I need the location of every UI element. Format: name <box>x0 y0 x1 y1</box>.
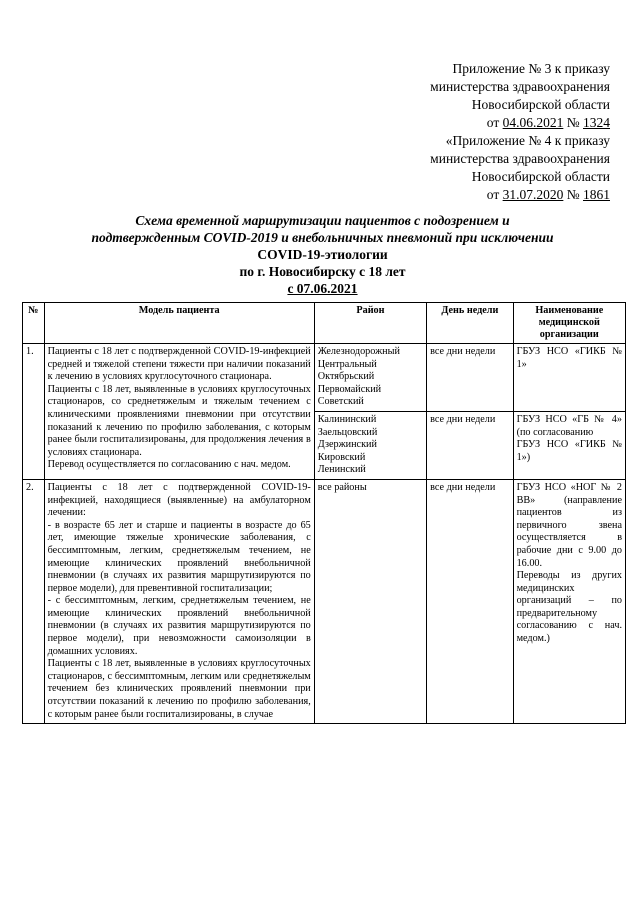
document-title <box>60 212 585 297</box>
day-cell: все дни недели <box>427 411 513 479</box>
header-model: Модель пациента <box>44 303 314 344</box>
day-cell: все дни недели <box>427 344 513 412</box>
title-line: по г. Новосибирску с 18 лет <box>239 264 406 279</box>
routing-table <box>22 302 626 724</box>
header-num: № <box>23 303 45 344</box>
district-cell: Железнодорожный Центральный Октябрьский Первомайский Советский <box>314 344 426 412</box>
row-number: 1. <box>23 344 45 480</box>
table-header-row <box>23 303 626 344</box>
header-org: Наименование медицинской организации <box>513 303 625 344</box>
header-line: «Приложение № 4 к приказу <box>445 133 610 148</box>
title-line: Схема временной маршрутизации пациентов с подозрением и <box>135 213 510 228</box>
title-date: с 07.06.2021 <box>287 281 358 296</box>
header-order-line: от 31.07.2020 № 1861 <box>486 187 610 202</box>
header-line: Новосибирской области <box>471 97 610 112</box>
header-line: Приложение № 3 к приказу <box>452 61 610 76</box>
table-row <box>23 344 626 412</box>
order-date: 04.06.2021 <box>502 115 564 130</box>
header-district: Район <box>314 303 426 344</box>
district-cell: Калининский Заельцовский Дзержинский Кировский Ленинский <box>314 411 426 479</box>
header-line: Новосибирской области <box>471 169 610 184</box>
title-line: COVID-19-этиологии <box>257 247 388 262</box>
org-cell: ГБУЗ НСО «ГБ № 4» (по согласованию ГБУЗ НСО «ГИКБ № 1») <box>513 411 625 479</box>
row-number: 2. <box>23 479 45 723</box>
table-row <box>23 479 626 723</box>
header-day: День недели <box>427 303 513 344</box>
day-cell: все дни недели <box>427 479 513 723</box>
org-cell: ГБУЗ НСО «ГИКБ № 1» <box>513 344 625 412</box>
header-line: министерства здравоохранения <box>430 79 610 94</box>
appendix-header <box>350 60 610 204</box>
org-cell: ГБУЗ НСО «НОГ № 2 ВВ» (направление пациентов из первичного звена осуществляется в рабочие дни с 9.00 до 16.00. Переводы из других медицинских организаций – по предварительному согласованию с нач. медом.) <box>513 479 625 723</box>
patient-model-cell: Пациенты с 18 лет с подтвержденной COVID-19-инфекцией средней и тяжелой степени тяжести при наличии показаний к лечению в условиях круглосуточного стационара. Пациенты с 18 лет, выявленные в условиях круглосуточных стационаров, со среднетяжелым и тяжелым течением с клиническими проявлениями пневмонии при отсутствии показаний к лечению по профилю заболевания, с которым ранее были госпитализированы, для продолжения лечения в условиях стационара. Перевод осуществляется по согласованию с нач. медом. <box>44 344 314 480</box>
order-date: 31.07.2020 <box>502 187 564 202</box>
order-number: 1324 <box>583 115 610 130</box>
header-line: министерства здравоохранения <box>430 151 610 166</box>
patient-model-cell: Пациенты с 18 лет с подтвержденной COVID-19-инфекцией, находящиеся (выявленные) на амбулаторном лечении: - в возрасте 65 лет и старше и пациенты в возрасте до 65 лет, имеющие тяжелые хронические заболевания, с бессимптомным, легким, среднетяжелым течением, не имеющие клинических проявлений внебольничной пневмонии (в случаях их развития маршрутизируются по первое модели), для превентивной госпитализации; - с бессимптомным, легким, среднетяжелым течением, не имеющие клинических проявлений внебольничной пневмонии (в случаях их развития маршрутизируются по первое модели), при невозможности самоизоляции в домашних условиях. Пациенты с 18 лет, выявленные в условиях круглосуточных стационаров, с бессимптомным, легким или среднетяжелым течением без клинических проявлений пневмонии при отсутствии показаний к лечению по профилю заболевания, с которым ранее были госпитализированы, в случае <box>44 479 314 723</box>
title-line: подтвержденным COVID-2019 и внебольничных пневмоний при исключении <box>91 230 554 245</box>
header-order-line: от 04.06.2021 № 1324 <box>486 115 610 130</box>
order-number: 1861 <box>583 187 610 202</box>
district-cell: все районы <box>314 479 426 723</box>
